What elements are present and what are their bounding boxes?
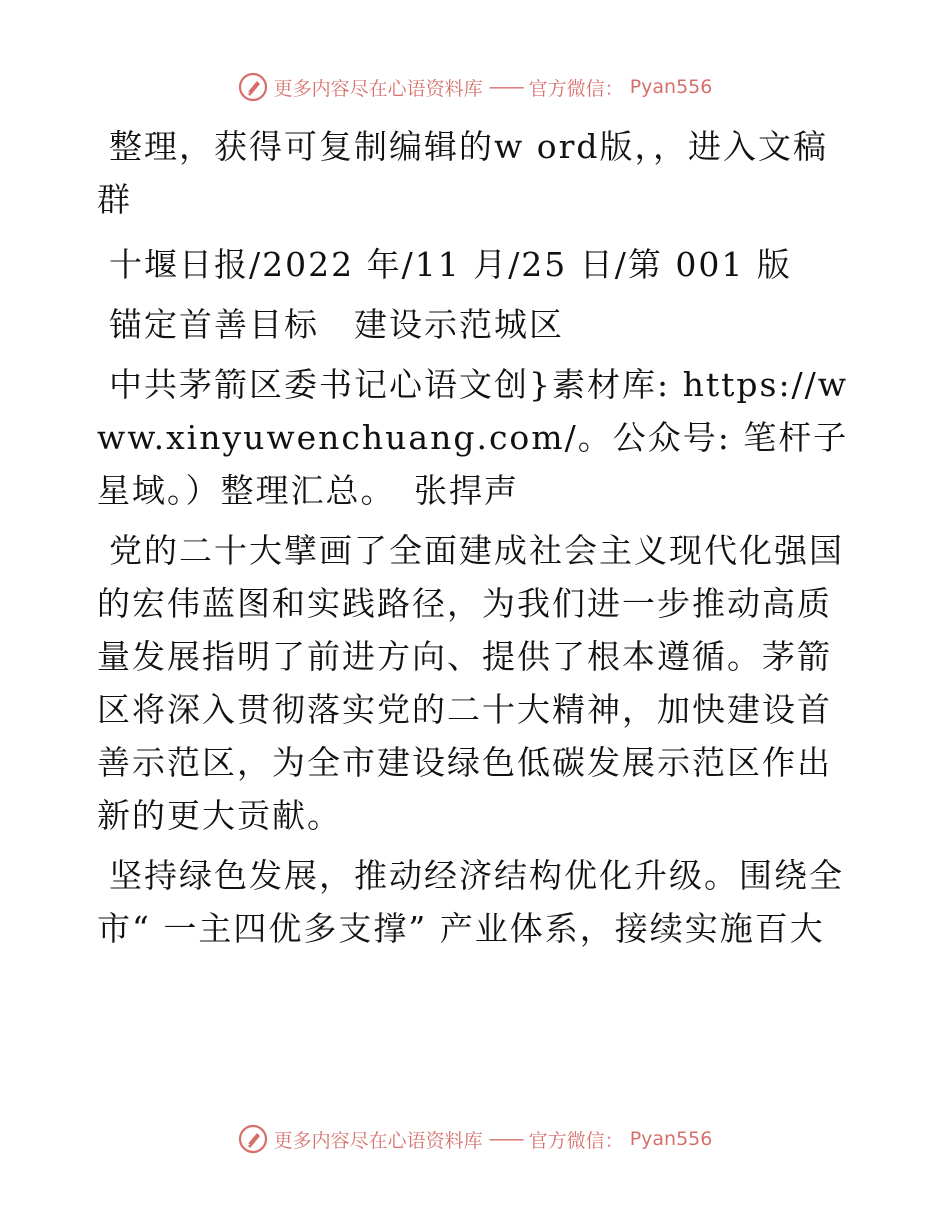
watermark-separator: —— — [488, 1128, 523, 1150]
intro-line: 整理，获得可复制编辑的w ord版，，进入文稿群 — [97, 127, 829, 219]
pen-logo-icon — [238, 1124, 268, 1154]
watermark-wechat-id: Pyan556 — [629, 76, 713, 98]
footer-watermark — [0, 1124, 950, 1154]
author-line: 中共茅箭区委书记心语文创}素材库: https://www.xinyuwenchuang.com/。公众号: 笔杆子星域。）整理汇总。 张捍声 — [97, 365, 849, 510]
body-paragraph: 党的二十大擘画了全面建成社会主义现代化强国的宏伟蓝图和实践路径，为我们进一步推动高质量发展指明了前进方向、提供了根本遵循。茅箭区将深入贯彻落实党的二十大精神，加快建设首善示范区，为全市建设绿色低碳发展示范区作出新的更大贡献。 — [97, 531, 844, 835]
source-line: 十堰日报/2022 年/11 月/25 日/第 001 版 — [109, 245, 792, 284]
article-title: 锚定首善目标 建设示范城区 — [109, 305, 564, 344]
watermark-wechat-label: 官方微信： — [528, 1129, 624, 1152]
watermark-separator: —— — [488, 76, 523, 98]
header-watermark — [0, 72, 950, 102]
watermark-label: 更多内容尽在心语资料库 — [273, 77, 483, 100]
document-body — [97, 120, 852, 955]
pen-logo-icon — [238, 72, 268, 102]
watermark-wechat-label: 官方微信： — [528, 77, 624, 100]
watermark-wechat-id: Pyan556 — [629, 1128, 713, 1150]
body-paragraph: 坚持绿色发展，推动经济结构优化升级。围绕全市“ 一主四优多支撑” 产业体系，接续实施百大 — [97, 856, 844, 948]
watermark-label: 更多内容尽在心语资料库 — [273, 1129, 483, 1152]
